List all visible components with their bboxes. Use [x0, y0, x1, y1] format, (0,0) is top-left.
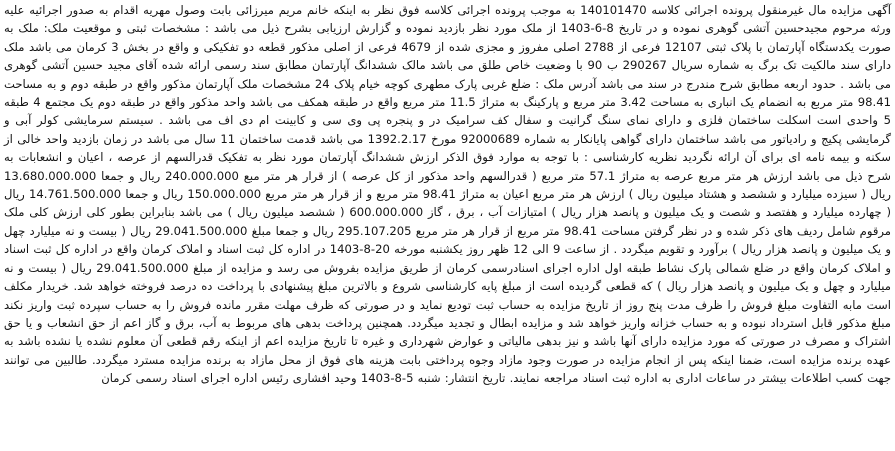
auction-notice-text: آگهی مزایده مال غیرمنقول پرونده اجرائی کلاسه 140101470 به موجب پرونده اجرائی کلاسه فوق نظر به اینکه خانم مریم میرزائی بابت وصول مهریه اقدام به صدور اجرائیه علیه ورثه مرحوم مجیدحسین آتشی گوهری نموده و در تاریخ 8-6-1403 از ملک مورد نظر بازدید نموده و گزارش ارزیابی بشرح ذیل می باشد : مشخصات ثبتی و موقعیت ملک: ملک به صورت یکدستگاه آپارتمان با پلاک ثبتی 12107 فرعی از 2788 اصلی مفروز و مجزی شده از 4679 فرعی از اصلی مذکور قطعه دو تفکیکی و واقع در بخش 3 کرمان می باشد ملک دارای سند مالکیت تک برگ به شماره سریال 290267 ب 90 با وضعیت خاص طلق می باشد مالک ششدانگ آپارتمان مطابق سند رسمی ارائه شده آقای مجید حسین آتشی گوهری می باشد . حدود اربعه مطابق شرح مندرج در سند می باشد آدرس ملک : ضلع غربی پارک مطهری کوچه خیام پلاک 24 مشخصات ملک آپارتمان مذکور واقع در طبقه دوم و به مساحت 98.41 متر مربع به انضمام یک انباری به مساحت 3.42 متر مربع و پارکینگ به متراژ 11.5 متر مربع واقع در طبقه همکف می باشد واحد مذکور واقع در طبقه دوم یک مجتمع 4 طبقه 5 واحدی است اسکلت ساختمان فلزی و دارای نمای سنگ گرانیت و سفال کف سرامیک در و پنجره پی وی سی و کابینت ام دی اف می باشد . سیستم سرمایشی کولر آبی و گرمایشی پکیج و رادیاتور می باشد ساختمان دارای گواهی پایانکار به شماره 92000689 مورخ 1392.2.17 می باشد قدمت ساختمان 11 سال می باشد در زمان بازدید واحد خالی از سکنه و بیمه نامه ای برای آن ارائه نگردید نظریه کارشناسی : با توجه به موارد فوق الذکر ارزش ششدانگ آپارتمان مورد نظر به تفکیک قدرالسهم از عرصه ، اعیان و انشعابات به شرح ذیل می باشد ارزش هر متر مربع عرصه به متراژ 57.1 متر مربع ( قدرالسهم واحد مذکور از کل عرصه ) از قرار هر متر مبع 240.000.000 ریال و جمعا 13.680.000.000 ریال ( سیزده میلیارد و ششصد و هشتاد میلیون ریال ) ارزش هر متر مربع اعیان به متراژ 98.41 متر مربع و از قرار هر متر مربع 150.000.000 ریال و جمعا 14.761.500.000 ریال ( چهارده میلیارد و هفتصد و شصت و یک میلیون و پانصد هزار ریال ) امتیازات آب ، برق ، گاز 600.000.000 ( ششصد میلیون ریال ) می باشد بنابراین بطور کلی ارزش کلی ملک مرقوم شامل ردیف های ذکر شده و در نظر گرفتن مساحت 98.41 متر مربع از قرار هر متر مربع 295.107.205 ریال و جمعا مبلغ 29.041.500.000 ریال ( بیست و نه میلیارد چهل و یک میلیون و پانصد هزار ریال ) برآورد و تقویم میگردد . از ساعت 9 الی 12 ظهر روز یکشنبه مورخه 20-8-1403 در اداره کل ثبت اسناد و املاک کرمان واقع در اداره کل ثبت اسناد و املاک کرمان واقع در ضلع شمالی پارک نشاط طبقه اول اداره اجرای اسنادرسمی کرمان از طریق مزایده بفروش می رسد و مزایده از مبلغ 29.041.500.000 ریال ( بیست و نه میلیارد و چهل و یک میلیون و پانصد هزار ریال ) که قطعی گردیده است از مبلغ پایه کارشناسی شروع و بالاترین مبلغ پیشنهادی با پرداخت ده درصد فروخته خواهد شد. خریدار مکلف است مابه التفاوت مبلغ فروش را ظرف مدت پنج روز از تاریخ مزایده به حساب ثبت تودیع نماید و در صورتی که ظرف مهلت مقرر مانده فروش را به حساب سپرده ثبت واریز نکند مبلغ مذکور قابل استرداد نبوده و به حساب خزانه واریز خواهد شد و مزایده ابطال و تجدید میگردد. همچنین پرداخت بدهی های مربوط به آب، برق و گاز اعم از حق انشعاب و یا حق اشتراک و مصرف در صورتی که مورد مزایده دارای آنها باشد و نیز بدهی مالیاتی و عوارض شهرداری و غیره تا تاریخ مزایده اعم از اینکه رقم قطعی آن معلوم نشده یا نشده باشد به عهده برنده مزایده است، ضمنا اینکه پس از انجام مزایده در صورت وجود مازاد وجوه پرداختی بابت هزینه های فوق از محل مازاد به برنده مزایده مسترد میگردد. طالبین می توانند جهت کسب اطلاعات بیشتر در ساعات اداری به اداره ثبت اسناد مراجعه نمایند. تاریخ انتشار: شنبه 5-8-1403 وحید افشاری رئیس اداره اجرای اسناد رسمی کرمان: [4, 3, 892, 386]
